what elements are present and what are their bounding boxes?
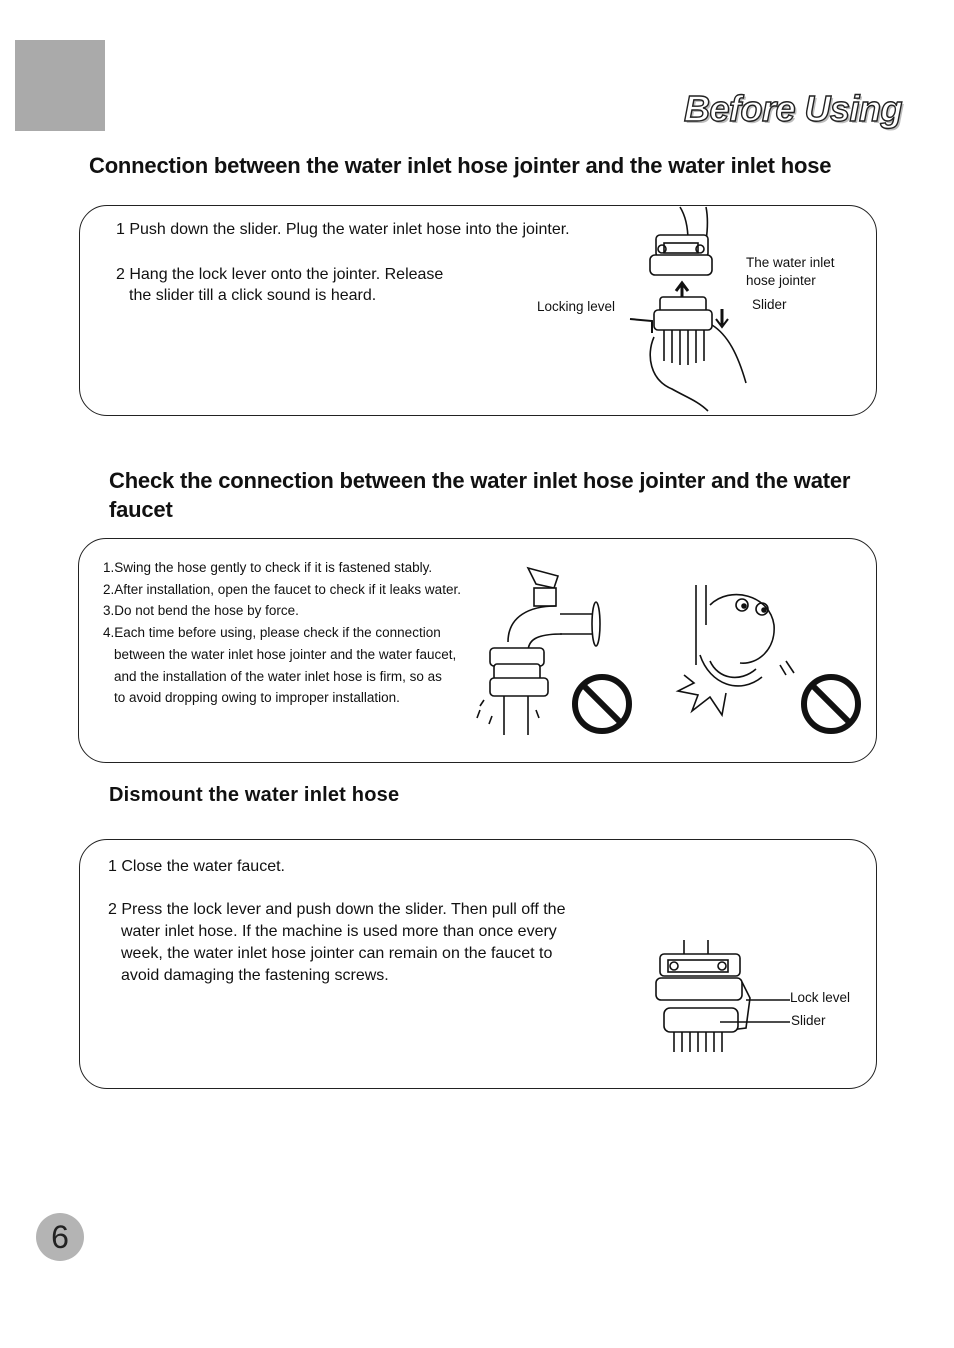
section3-step2: 2 Press the lock lever and push down the slider. Then pull off the — [108, 901, 566, 918]
section1-title: Connection between the water inlet hose jointer and the water inlet hose — [89, 153, 832, 178]
section2-item4-cont1: between the water inlet hose jointer and the water faucet, — [114, 647, 457, 662]
label-water-inlet: The water inlet — [746, 255, 835, 270]
label-slider-2: Slider — [791, 1013, 826, 1028]
corner-gray-block — [15, 40, 105, 131]
section3-step2-cont3: avoid damaging the fastening screws. — [121, 967, 389, 984]
hose-jointer-illustration — [610, 205, 760, 415]
label-lock-level: Lock level — [790, 990, 851, 1005]
section3-step1: 1 Close the water faucet. — [108, 858, 285, 875]
section1-step2-cont: the slider till a click sound is heard. — [129, 287, 377, 304]
jointer-dismount-illustration — [650, 938, 790, 1058]
section1-step2: 2 Hang the lock lever onto the jointer. Release — [116, 266, 444, 283]
section2-item3: 3.Do not bend the hose by force. — [103, 603, 299, 618]
section2-title: Check the connection between the water inlet hose jointer and the water faucet — [109, 468, 851, 522]
prohibited-sign-icon — [799, 672, 863, 736]
section3-step2-cont1: water inlet hose. If the machine is used more than once every — [121, 923, 557, 940]
section2-item4-cont2: and the installation of the water inlet hose is firm, so as — [114, 669, 442, 684]
section2-item4-cont3: to avoid dropping owing to improper installation. — [114, 690, 400, 705]
hose-bending-cartoon — [670, 565, 810, 725]
label-hose-jointer: hose jointer — [746, 273, 816, 288]
label-locking-level: Locking level — [537, 299, 616, 314]
prohibited-sign-icon — [570, 672, 634, 736]
section2-item2: 2.After installation, open the faucet to check if it leaks water. — [103, 582, 461, 597]
section3-title: Dismount the water inlet hose — [109, 784, 400, 806]
label-slider-1: Slider — [752, 297, 787, 312]
section2-item1: 1.Swing the hose gently to check if it is fastened stably. — [103, 560, 433, 575]
brand-title: Before Using — [684, 88, 903, 129]
section3-step2-cont2: week, the water inlet hose jointer can remain on the faucet to — [121, 945, 553, 962]
section1-step1: 1 Push down the slider. Plug the water inlet hose into the jointer. — [116, 221, 570, 238]
section2-item4: 4.Each time before using, please check if the connection — [103, 625, 441, 640]
page-number: 6 — [36, 1213, 84, 1261]
